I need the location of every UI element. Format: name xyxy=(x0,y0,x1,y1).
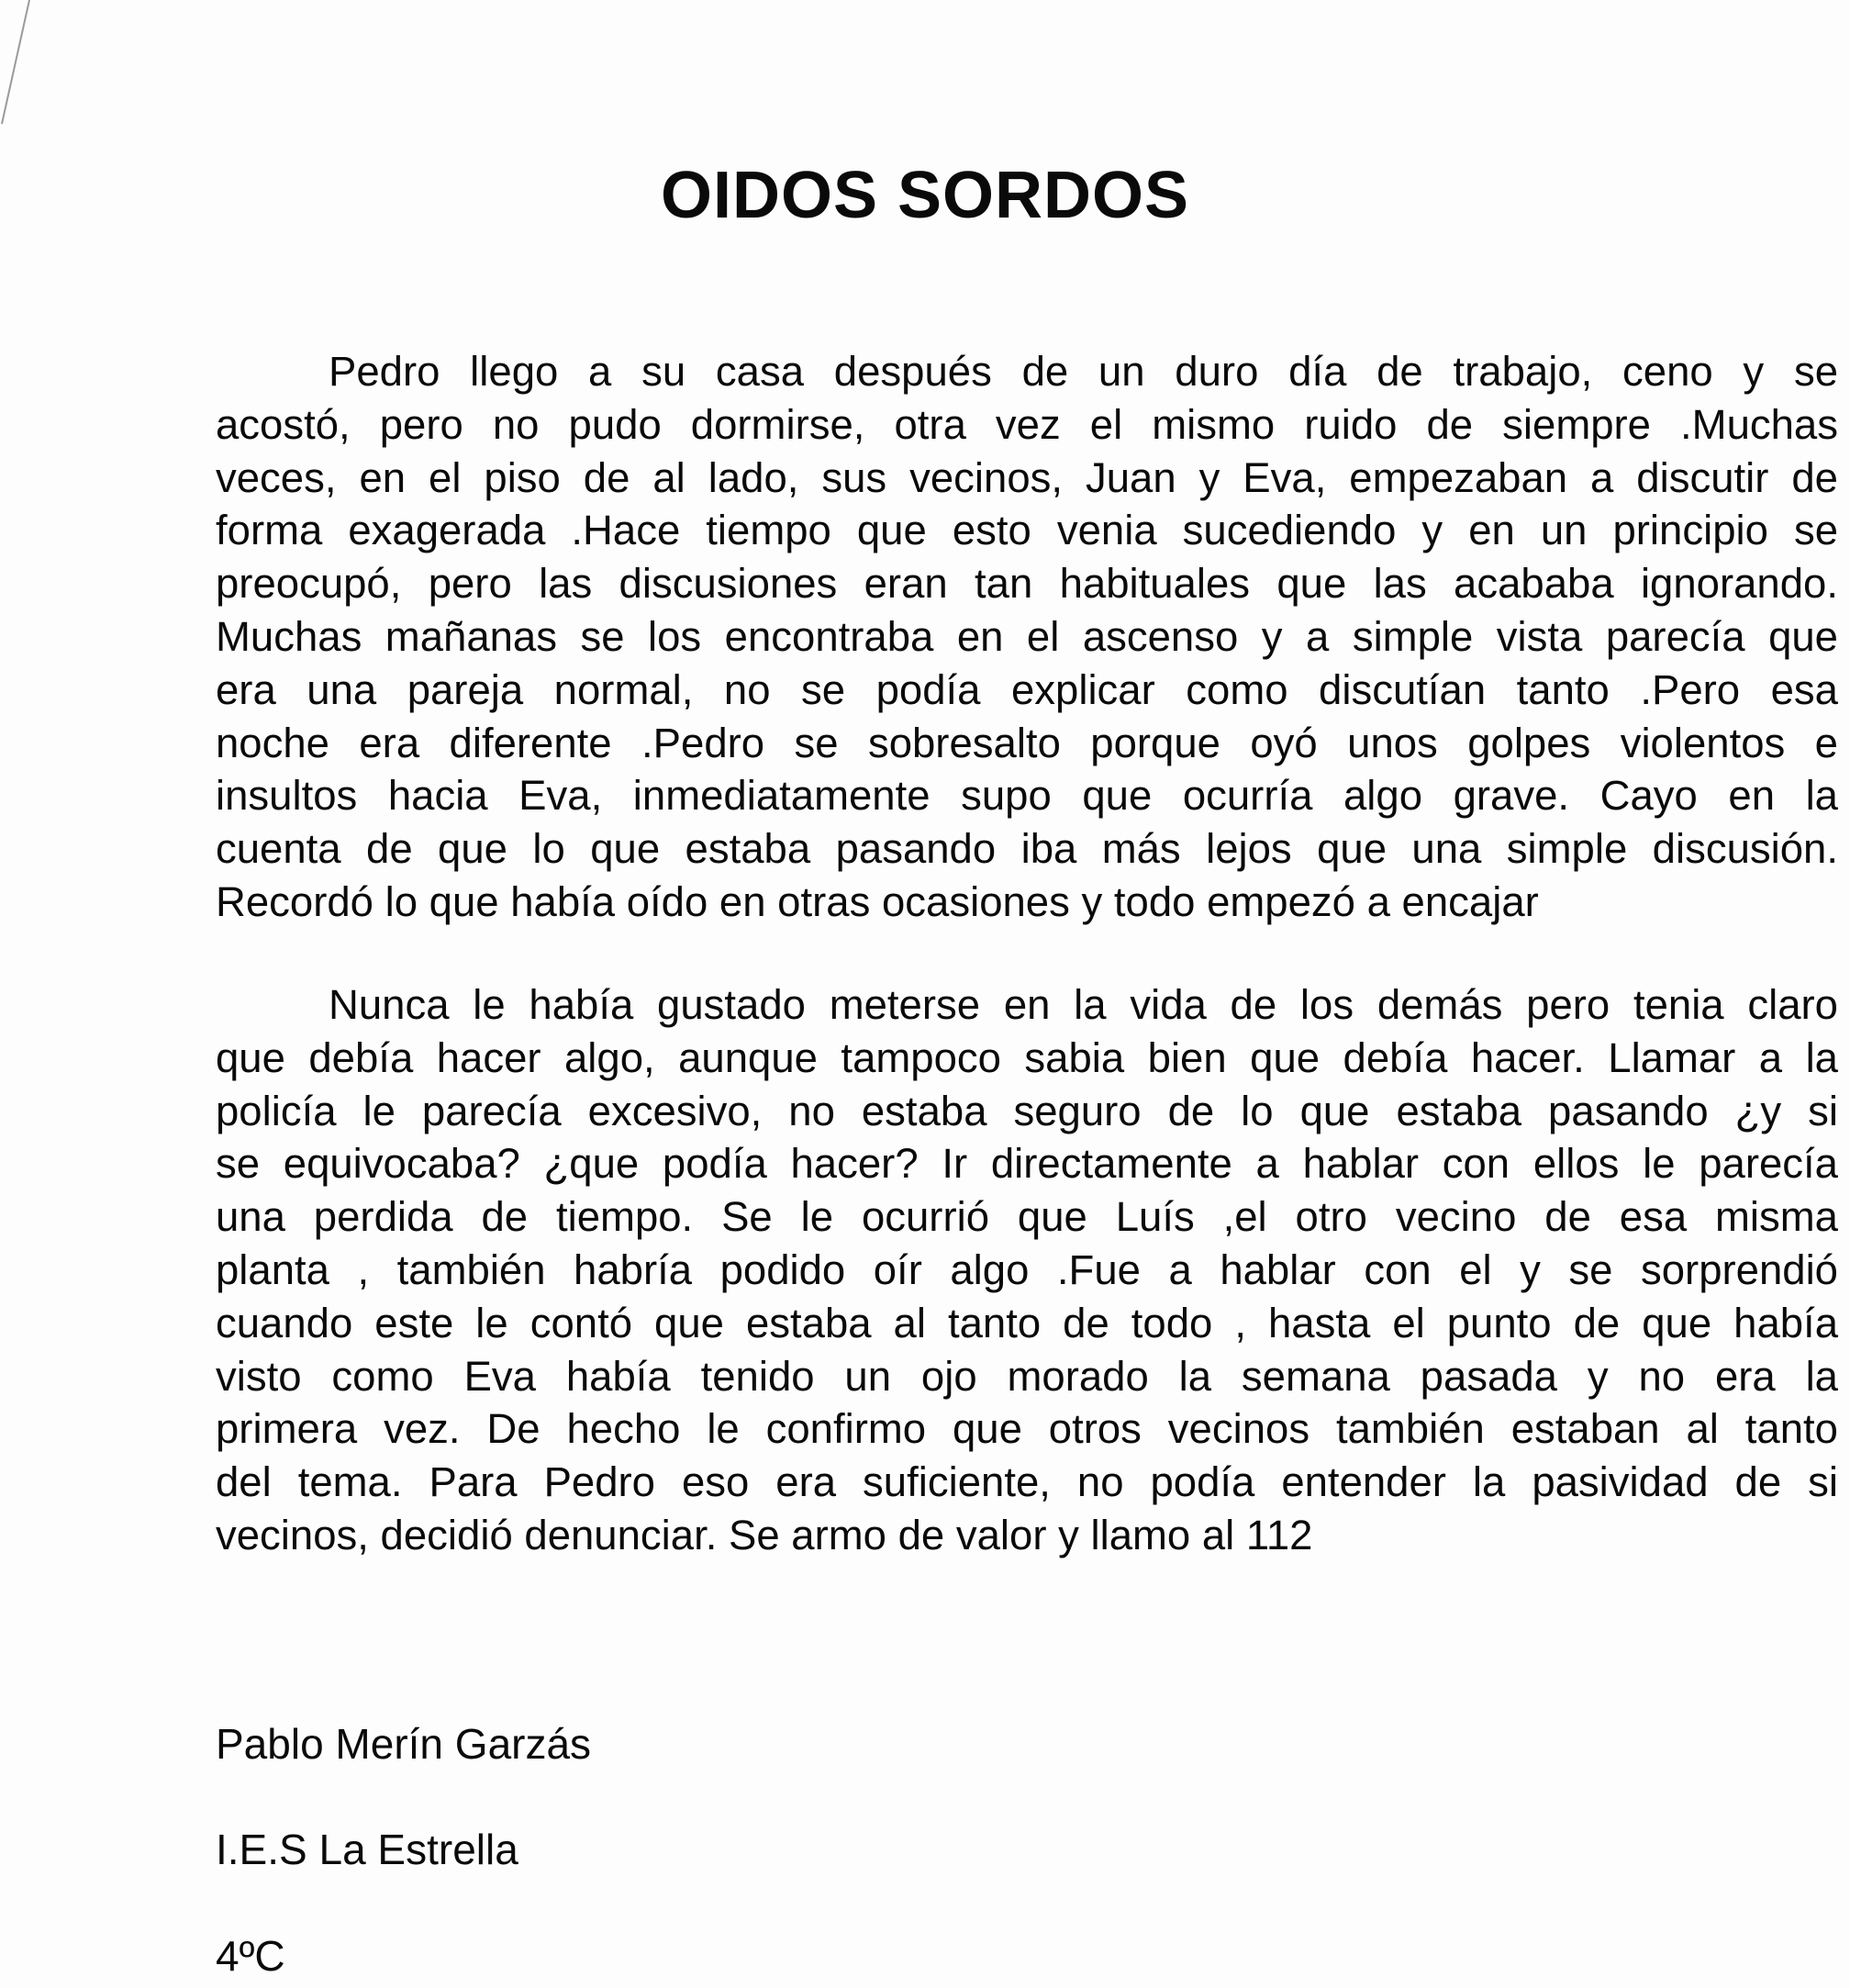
text-line: una perdida de tiempo. Se le ocurrió que Luís ,el otro vecino de esa misma xyxy=(216,1193,1838,1241)
text-line: insultos hacia Eva, inmediatamente supo que ocurría algo grave. Cayo en la xyxy=(216,772,1838,820)
text-line: Recordó lo que había oído en otras ocasiones y todo empezó a encajar xyxy=(216,877,1539,925)
text-line: vecinos, decidió denunciar. Se armo de valor y llamo al 112 xyxy=(216,1511,1313,1558)
text-line: visto como Eva había tenido un ojo morado la semana pasada y no era la xyxy=(216,1352,1838,1400)
text-line: veces, en el piso de al lado, sus vecinos, Juan y Eva, empezaban a discutir de xyxy=(216,453,1838,501)
text-line: preocupó, pero las discusiones eran tan habituales que las acababa ignorando. xyxy=(216,560,1838,608)
text-line: Nunca le había gustado meterse en la vida de los demás pero tenia claro xyxy=(329,981,1838,1028)
school-name: I.E.S La Estrella xyxy=(216,1826,518,1873)
text-line: que debía hacer algo, aunque tampoco sabia bien que debía hacer. Llamar a la xyxy=(216,1033,1838,1081)
page-corner-fold-mark xyxy=(0,0,37,128)
paragraph-1 xyxy=(216,345,1838,929)
text-line: acostó, pero no pudo dormirse, otra vez el mismo ruido de siempre .Muchas xyxy=(216,400,1838,448)
text-line: era una pareja normal, no se podía explicar como discutían tanto .Pero esa xyxy=(216,665,1838,713)
paragraph-2 xyxy=(216,978,1838,1562)
text-line: forma exagerada .Hace tiempo que esto venia sucediendo y en un principio se xyxy=(216,507,1838,554)
text-line: cuenta de que lo que estaba pasando iba más lejos que una simple discusión. xyxy=(216,825,1838,873)
text-line: policía le parecía excesivo, no estaba seguro de lo que estaba pasando ¿y si xyxy=(216,1087,1838,1134)
text-line: Muchas mañanas se los encontraba en el ascenso y a simple vista parecía que xyxy=(216,612,1838,660)
text-line: primera vez. De hecho le confirmo que otros vecinos también estaban al tanto xyxy=(216,1405,1838,1453)
document-title: OIDOS SORDOS xyxy=(660,159,1190,232)
text-line: cuando este le contó que estaba al tanto de todo , hasta el punto de que había xyxy=(216,1299,1838,1346)
text-line: se equivocaba? ¿que podía hacer? Ir directamente a hablar con ellos le parecía xyxy=(216,1140,1838,1188)
author-name: Pablo Merín Garzás xyxy=(216,1720,592,1768)
text-line: del tema. Para Pedro eso era suficiente, no podía entender la pasividad de si xyxy=(216,1458,1838,1506)
text-line: planta , también habría podido oír algo .Fue a hablar con el y se sorprendió xyxy=(216,1245,1838,1293)
class-group: 4ºC xyxy=(216,1932,285,1980)
text-line: Pedro llego a su casa después de un duro día de trabajo, ceno y se xyxy=(329,348,1838,395)
text-line: noche era diferente .Pedro se sobresalto porque oyó unos golpes violentos e xyxy=(216,719,1838,766)
